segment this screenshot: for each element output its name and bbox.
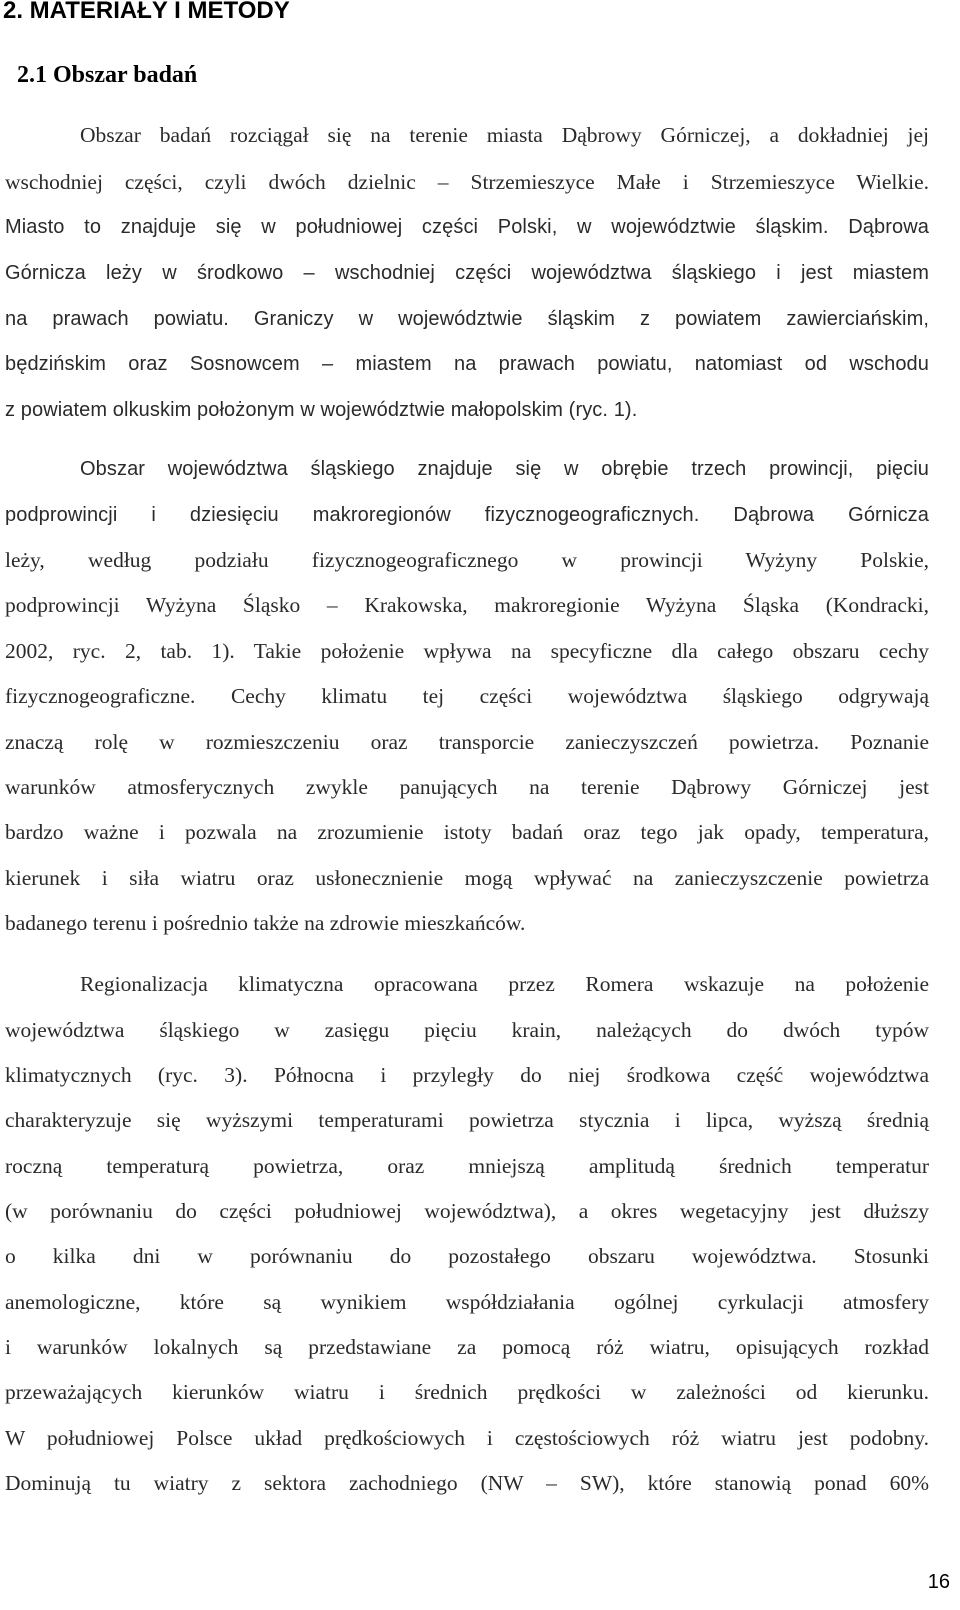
page-number: 16 bbox=[927, 1571, 950, 1593]
text-line: charakteryzuje się wyższymi temperaturami powietrza stycznia i lipca, wyższą średnią bbox=[5, 1108, 929, 1132]
text-line: o kilka dni w porównaniu do pozostałego obszaru województwa. Stosunki bbox=[5, 1244, 929, 1268]
text-line: podprowincji i dziesięciu makroregionów fizycznogeograficznych. Dąbrowa Górnicza bbox=[5, 504, 929, 526]
text-line: kierunek i siła wiatru oraz usłonecznienie mogą wpływać na zanieczyszczenie powietrza bbox=[5, 866, 929, 890]
text-line: roczną temperaturą powietrza, oraz mniejszą amplitudą średnich temperatur bbox=[5, 1154, 929, 1178]
text-line: na prawach powiatu. Graniczy w województwie śląskim z powiatem zawierciańskim, bbox=[5, 308, 929, 330]
text-line: Miasto to znajduje się w południowej części Polski, w województwie śląskim. Dąbrowa bbox=[5, 216, 929, 238]
text-line: i warunków lokalnych są przedstawiane za pomocą róż wiatru, opisujących rozkład bbox=[5, 1335, 929, 1359]
text-line: badanego terenu i pośrednio także na zdrowie mieszkańców. bbox=[5, 911, 526, 935]
text-line: leży, według podziału fizycznogeograficznego w prowincji Wyżyny Polskie, bbox=[5, 548, 929, 572]
text-line: podprowincji Wyżyna Śląsko – Krakowska, makroregionie Wyżyna Śląska (Kondracki, bbox=[5, 593, 929, 617]
text-line: warunków atmosferycznych zwykle panujących na terenie Dąbrowy Górniczej jest bbox=[5, 775, 929, 799]
text-line: z powiatem olkuskim położonym w województwie małopolskim (ryc. 1). bbox=[5, 399, 638, 421]
text-line: województwa śląskiego w zasięgu pięciu krain, należących do dwóch typów bbox=[5, 1018, 929, 1042]
text-line: przeważających kierunków wiatru i średnich prędkości w zależności od kierunku. bbox=[5, 1380, 929, 1404]
text-line: klimatycznych (ryc. 3). Północna i przyległy do niej środkowa część województwa bbox=[5, 1063, 929, 1087]
text-line: Dominują tu wiatry z sektora zachodniego (NW – SW), które stanowią ponad 60% bbox=[5, 1471, 929, 1495]
text-line: Obszar badań rozciągał się na terenie miasta Dąbrowy Górniczej, a dokładniej jej bbox=[80, 123, 929, 147]
text-line: Górnicza leży w środkowo – wschodniej części województwa śląskiego i jest miastem bbox=[5, 262, 929, 284]
text-line: 2002, ryc. 2, tab. 1). Takie położenie wpływa na specyficzne dla całego obszaru cechy bbox=[5, 639, 929, 663]
text-line: (w porównaniu do części południowej województwa), a okres wegetacyjny jest dłuższy bbox=[5, 1199, 929, 1223]
text-line: fizycznogeograficzne. Cechy klimatu tej części województwa śląskiego odgrywają bbox=[5, 684, 929, 708]
text-line: bardzo ważne i pozwala na zrozumienie istoty badań oraz tego jak opady, temperatura, bbox=[5, 820, 929, 844]
text-line: będzińskim oraz Sosnowcem – miastem na prawach powiatu, natomiast od wschodu bbox=[5, 353, 929, 375]
text-line: wschodniej części, czyli dwóch dzielnic – Strzemieszyce Małe i Strzemieszyce Wielkie. bbox=[5, 170, 929, 194]
text-line: Regionalizacja klimatyczna opracowana przez Romera wskazuje na położenie bbox=[80, 972, 929, 996]
text-line: anemologiczne, które są wynikiem współdziałania ogólnej cyrkulacji atmosfery bbox=[5, 1290, 929, 1314]
subsection-heading: 2.1 Obszar badań bbox=[17, 62, 198, 88]
text-line: znaczą rolę w rozmieszczeniu oraz transporcie zanieczyszczeń powietrza. Poznanie bbox=[5, 730, 929, 754]
text-line: Obszar województwa śląskiego znajduje się w obrębie trzech prowincji, pięciu bbox=[80, 458, 929, 480]
section-heading: 2. MATERIAŁY I METODY bbox=[3, 0, 290, 24]
text-line: W południowej Polsce układ prędkościowych i częstościowych róż wiatru jest podobny. bbox=[5, 1426, 929, 1450]
